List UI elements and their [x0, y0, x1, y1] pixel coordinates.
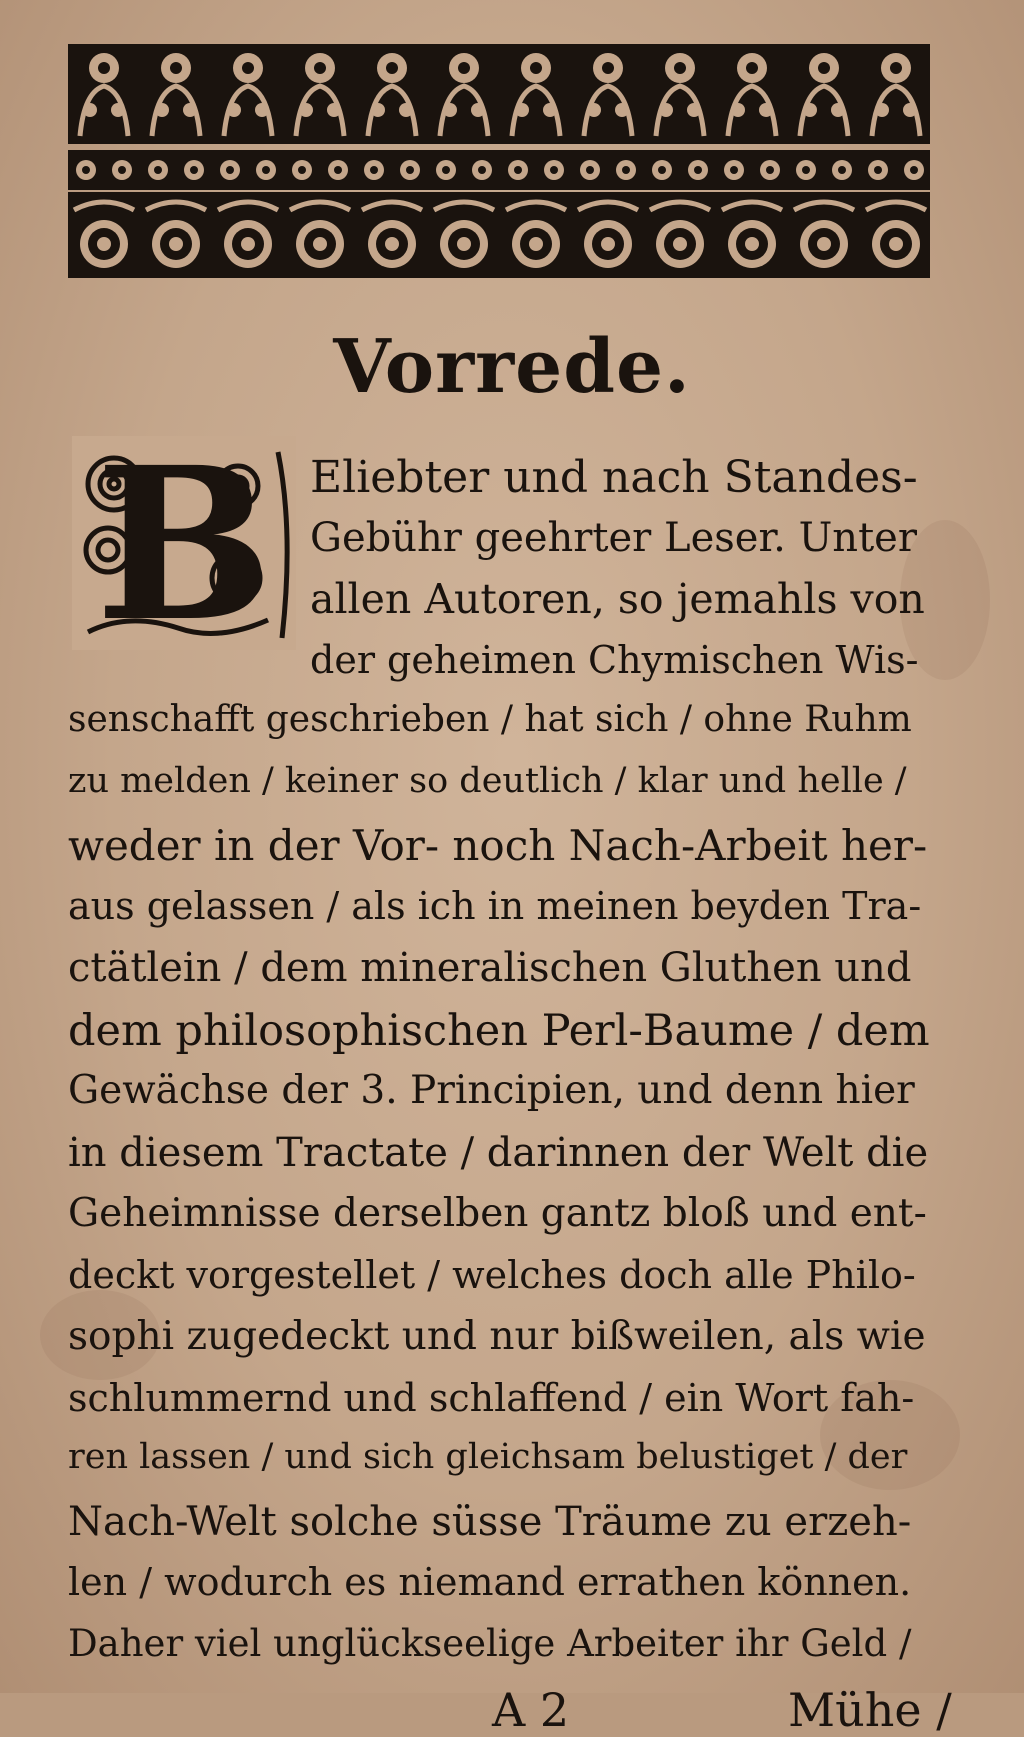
headpiece-rosette-row [68, 192, 930, 278]
headpiece-flower-row [68, 44, 930, 144]
drop-cap-initial [68, 432, 300, 654]
text-line-18: Nach-Welt solche süsse Träume zu erzeh- [68, 1498, 912, 1545]
text-line-12: in diesem Tractate / darinnen der Welt die [68, 1129, 929, 1176]
text-line-14: deckt vorgestellet / welches doch alle Philo- [68, 1252, 916, 1297]
headpiece-band-row [68, 150, 930, 190]
text-line-13: Geheimnisse derselben gantz bloß und ent- [68, 1191, 927, 1236]
text-line-6: zu melden / keiner so deutlich / klar und helle / [68, 760, 907, 801]
text-line-16: schlummernd und schlaffend / ein Wort fah- [68, 1375, 915, 1420]
text-line-20: Daher viel unglückseelige Arbeiter ihr Geld / [68, 1621, 912, 1665]
text-line-1: Eliebter und nach Standes- [310, 452, 918, 503]
text-line-4: der geheimen Chymischen Wis- [310, 637, 919, 682]
text-line-15: sophi zugedeckt und nur bißweilen, als wie [68, 1314, 926, 1359]
text-line-9: ctätlein / dem mineralischen Gluthen und [68, 945, 912, 991]
text-line-2: Gebühr geehrter Leser. Unter [310, 514, 917, 561]
text-line-3: allen Autoren, so jemahls von [310, 575, 925, 623]
catchword: Mühe / [788, 1682, 952, 1737]
text-line-7: weder in der Vor- noch Nach-Arbeit her- [68, 821, 928, 870]
text-line-19: len / wodurch es niemand errathen können. [68, 1560, 912, 1604]
signature-mark: A 2 [492, 1682, 570, 1737]
drop-cap-letter: B [95, 432, 273, 654]
text-line-17: ren lassen / und sich gleichsam belustiget / der [68, 1437, 908, 1477]
text-line-11: Gewächse der 3. Principien, und denn hier [68, 1068, 915, 1113]
text-line-10: dem philosophischen Perl-Baume / dem [68, 1005, 930, 1056]
page-title: Vorrede. [333, 324, 691, 410]
text-line-8: aus gelassen / als ich in meinen beyden Tra- [68, 883, 922, 928]
text-line-5: senschafft geschrieben / hat sich / ohne Ruhm [68, 699, 912, 740]
